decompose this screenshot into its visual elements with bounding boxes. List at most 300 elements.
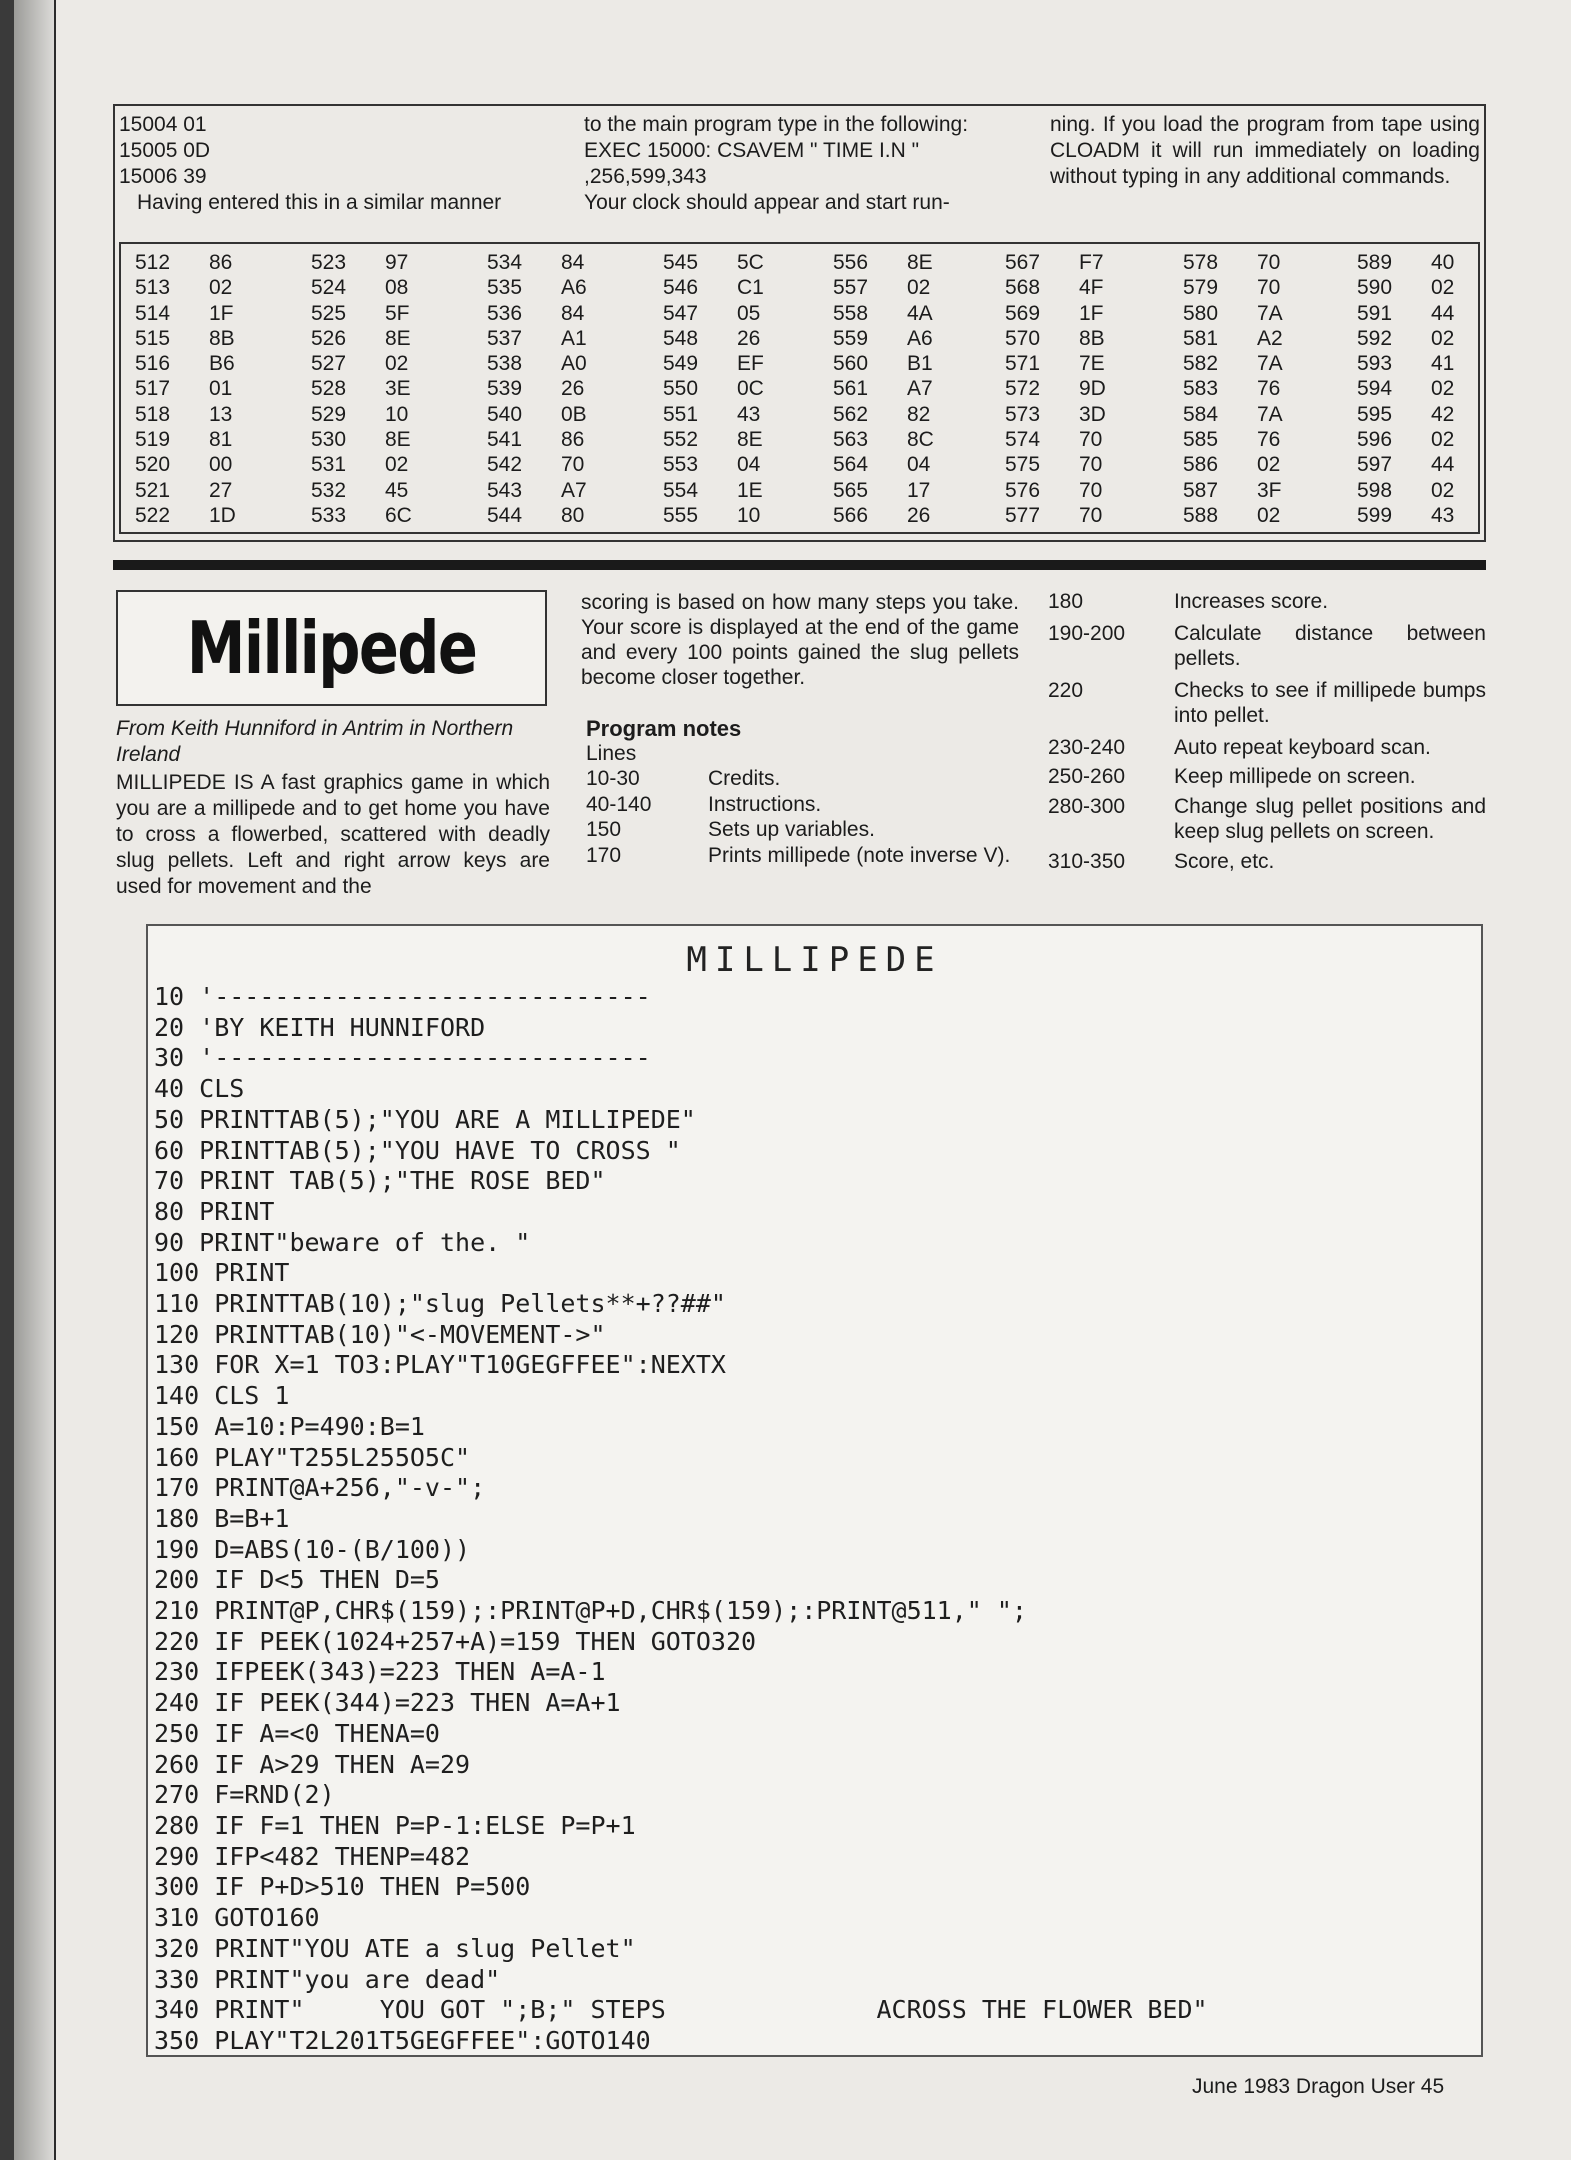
hex-value: 02: [209, 276, 233, 300]
hex-value: 44: [1431, 453, 1455, 477]
hex-row: [663, 250, 787, 275]
hex-address: 549: [663, 352, 699, 376]
hex-address: 544: [487, 503, 523, 527]
hex-row: [1183, 478, 1307, 503]
listing-line: 10 '-----------------------------: [154, 982, 651, 1011]
listing-line: 120 PRINTTAB(10)"<-MOVEMENT->": [154, 1319, 606, 1349]
hex-value: 70: [1079, 453, 1103, 477]
note-lines: 230-240: [1048, 735, 1126, 759]
listing-line: 160 PLAY"T255L255O5C": [154, 1442, 471, 1472]
hex-address: 598: [1357, 478, 1393, 502]
hex-address: 528: [311, 377, 347, 401]
listing-line: 70 PRINT TAB(5);"THE ROSE BED": [154, 1166, 606, 1196]
hex-row: [1005, 301, 1129, 326]
hex-address: 599: [1357, 503, 1393, 527]
hex-address: 563: [833, 428, 869, 452]
hex-address: 588: [1183, 503, 1219, 527]
hex-address: 523: [311, 251, 347, 274]
hex-row: [833, 301, 957, 326]
hex-row: [311, 478, 435, 503]
hex-value: 41: [1431, 352, 1455, 376]
hex-row: [1357, 326, 1481, 351]
hex-address: 516: [135, 352, 171, 376]
hex-row: [833, 427, 957, 452]
program-note: [1048, 589, 1486, 615]
hex-row: [1183, 452, 1307, 477]
hex-value: 80: [561, 503, 585, 527]
hex-row: [663, 275, 787, 300]
intro-line: to the main program type in the following:: [584, 113, 969, 136]
hex-value: 01: [209, 377, 233, 401]
hex-address: 570: [1005, 326, 1041, 350]
hex-row: [833, 452, 957, 477]
hex-address: 580: [1183, 301, 1219, 325]
hex-value: 76: [1257, 428, 1281, 452]
hex-value: 43: [737, 402, 761, 426]
listing-line: 290 IFP<482 THENP=482: [154, 1841, 471, 1871]
hex-value: 02: [1431, 326, 1455, 350]
hex-column: [135, 250, 259, 528]
hex-row: [663, 427, 787, 452]
hex-address: 543: [487, 478, 523, 502]
hex-address: 566: [833, 503, 869, 527]
listing-line: 300 IF P+D>510 THEN P=500: [154, 1872, 531, 1902]
hex-value: 10: [737, 503, 761, 527]
hex-address: 569: [1005, 301, 1041, 325]
hex-row: [663, 326, 787, 351]
hex-value: 44: [1431, 301, 1455, 325]
hex-address: 524: [311, 276, 347, 300]
hex-value: 02: [1431, 478, 1455, 502]
hex-address: 518: [135, 402, 171, 426]
hex-row: [487, 503, 611, 528]
hex-row: [1357, 478, 1481, 503]
note-desc: Checks to see if millipede bumps into pellet.: [1174, 678, 1486, 727]
hex-value: 26: [907, 503, 931, 527]
listing-line: 260 IF A>29 THEN A=29: [154, 1749, 471, 1779]
hex-row: [487, 402, 611, 427]
hex-address: 538: [487, 352, 523, 376]
hex-value: 70: [1079, 428, 1103, 452]
listing-line: 220 IF PEEK(1024+257+A)=159 THEN GOTO320: [154, 1626, 757, 1656]
note-lines: 190-200: [1048, 621, 1126, 645]
program-notes-subheading: Lines: [586, 742, 637, 765]
hex-value: 00: [209, 453, 233, 477]
hex-value: 81: [209, 428, 233, 452]
hex-row: [1183, 402, 1307, 427]
hex-address: 556: [833, 251, 869, 274]
hex-address: 521: [135, 478, 171, 502]
hex-row: [1005, 376, 1129, 401]
hex-address: 579: [1183, 276, 1219, 300]
hex-address: 582: [1183, 352, 1219, 376]
hex-address: 564: [833, 453, 869, 477]
hex-row: [311, 402, 435, 427]
hex-row: [487, 376, 611, 401]
listing-line: 60 PRINTTAB(5);"YOU HAVE TO CROSS ": [154, 1135, 681, 1165]
hex-value: 02: [1431, 377, 1455, 401]
hex-value: A7: [561, 478, 587, 502]
hex-value: 76: [1257, 377, 1281, 401]
note-desc: Sets up variables.: [708, 818, 875, 841]
hex-address: 534: [487, 251, 523, 274]
intro-line: Having entered this in a similar manner: [137, 191, 502, 214]
hex-row: [311, 326, 435, 351]
hex-value: 26: [737, 326, 761, 350]
hex-row: [1183, 301, 1307, 326]
hex-value: 6C: [385, 503, 412, 527]
hex-value: 3D: [1079, 402, 1106, 426]
hex-address: 584: [1183, 402, 1219, 426]
hex-row: [487, 452, 611, 477]
hex-address: 568: [1005, 276, 1041, 300]
hex-address: 553: [663, 453, 699, 477]
listing-line: 40 CLS: [154, 1074, 245, 1104]
article-title-box: [116, 590, 547, 706]
program-note: [1048, 849, 1486, 875]
article-body-1: MILLIPEDE IS A fast graphics game in which you are a millipede and to get home you have to cross a flowerbed, scattered with deadly slug pellets. Left and right arrow keys are used for movement and the: [116, 771, 550, 898]
intro-line: EXEC 15000: CSAVEM " TIME I.N ": [584, 139, 920, 162]
hex-row: [663, 503, 787, 528]
hex-address: 548: [663, 326, 699, 350]
hex-value: 40: [1431, 251, 1455, 274]
listing-line: 330 PRINT"you are dead": [154, 1964, 501, 1994]
hex-address: 540: [487, 402, 523, 426]
hex-address: 586: [1183, 453, 1219, 477]
hex-row: [135, 503, 259, 528]
intro-line: 15004 01: [119, 113, 207, 136]
listing-line: 180 B=B+1: [154, 1503, 290, 1533]
hex-row: [1005, 351, 1129, 376]
hex-row: [833, 326, 957, 351]
hex-address: 552: [663, 428, 699, 452]
hex-value: A0: [561, 352, 587, 376]
hex-value: 42: [1431, 402, 1455, 426]
hex-row: [833, 275, 957, 300]
hex-row: [1183, 275, 1307, 300]
hex-value: 4A: [907, 301, 933, 325]
hex-row: [135, 250, 259, 275]
hex-data-table: [119, 242, 1480, 534]
program-listing: [154, 982, 1208, 2057]
hex-row: [135, 376, 259, 401]
note-lines: 10-30: [586, 767, 640, 790]
hex-value: 27: [209, 478, 233, 502]
hex-column: [663, 250, 787, 528]
hex-column: [311, 250, 435, 528]
hex-address: 514: [135, 301, 171, 325]
hex-address: 529: [311, 402, 347, 426]
listing-line: 250 IF A=<0 THENA=0: [154, 1718, 440, 1748]
hex-value: 0B: [561, 402, 587, 426]
hex-value: 70: [1079, 503, 1103, 527]
hex-address: 576: [1005, 478, 1041, 502]
hex-address: 547: [663, 301, 699, 325]
hex-row: [833, 250, 957, 275]
hex-row: [1005, 275, 1129, 300]
listing-line: 80 PRINT: [154, 1196, 275, 1226]
hex-row: [311, 503, 435, 528]
hex-row: [833, 503, 957, 528]
hex-address: 542: [487, 453, 523, 477]
hex-row: [1357, 301, 1481, 326]
hex-value: 97: [385, 251, 409, 274]
hex-row: [833, 351, 957, 376]
program-note: [1048, 794, 1486, 845]
note-desc: Change slug pellet positions and keep slug pellets on screen.: [1174, 794, 1486, 843]
hex-row: [1005, 326, 1129, 351]
program-note: [1048, 678, 1486, 729]
hex-row: [135, 301, 259, 326]
hex-value: C1: [737, 276, 764, 300]
hex-row: [1357, 503, 1481, 528]
hex-address: 567: [1005, 251, 1041, 274]
hex-row: [487, 478, 611, 503]
hex-row: [1005, 402, 1129, 427]
note-lines: 180: [1048, 590, 1084, 613]
hex-address: 593: [1357, 352, 1393, 376]
hex-value: A7: [907, 377, 933, 401]
listing-line: 190 D=ABS(10-(B/100)): [154, 1534, 471, 1564]
hex-value: 70: [1257, 251, 1281, 274]
hex-value: 8C: [907, 428, 934, 452]
hex-address: 515: [135, 326, 171, 350]
hex-row: [487, 275, 611, 300]
program-note: [586, 843, 1018, 869]
hex-row: [135, 326, 259, 351]
clock-article-box: [113, 104, 1486, 542]
program-notes-heading: Program notes: [586, 716, 742, 741]
hex-value: 8E: [907, 251, 933, 274]
hex-value: 70: [561, 453, 585, 477]
hex-address: 587: [1183, 478, 1219, 502]
listing-line: 270 F=RND(2): [154, 1780, 335, 1810]
note-lines: 280-300: [1048, 794, 1126, 818]
listing-line: 240 IF PEEK(344)=223 THEN A=A+1: [154, 1688, 621, 1718]
hex-address: 546: [663, 276, 699, 300]
hex-value: 02: [1431, 428, 1455, 452]
hex-value: 70: [1079, 478, 1103, 502]
hex-value: A1: [561, 326, 587, 350]
hex-value: 86: [209, 251, 233, 274]
hex-row: [663, 452, 787, 477]
hex-row: [487, 326, 611, 351]
hex-row: [1357, 402, 1481, 427]
hex-address: 533: [311, 503, 347, 527]
article-body-2: scoring is based on how many steps you take. Your score is displayed at the end of the game and every 100 points gained the slug pellets become closer together.: [581, 591, 1019, 689]
listing-line: 320 PRINT"YOU ATE a slug Pellet": [154, 1933, 636, 1963]
listing-title: MILLIPEDE: [686, 940, 943, 980]
hex-row: [1357, 250, 1481, 275]
hex-value: 1E: [737, 478, 763, 502]
hex-address: 526: [311, 326, 347, 350]
hex-row: [311, 301, 435, 326]
hex-address: 536: [487, 301, 523, 325]
hex-row: [311, 351, 435, 376]
hex-address: 555: [663, 503, 699, 527]
hex-address: 539: [487, 377, 523, 401]
hex-address: 519: [135, 428, 171, 452]
hex-address: 583: [1183, 377, 1219, 401]
hex-address: 531: [311, 453, 347, 477]
hex-row: [663, 478, 787, 503]
listing-line: 280 IF F=1 THEN P=P-1:ELSE P=P+1: [154, 1810, 636, 1840]
hex-address: 589: [1357, 251, 1393, 274]
binding-edge: [0, 0, 14, 2160]
listing-line: 170 PRINT@A+256,"-v-";: [154, 1473, 486, 1503]
hex-address: 573: [1005, 402, 1041, 426]
hex-row: [311, 275, 435, 300]
hex-value: B1: [907, 352, 933, 376]
hex-row: [311, 250, 435, 275]
hex-value: 7A: [1257, 301, 1283, 325]
note-lines: 40-140: [586, 792, 652, 816]
article-title: Millipede: [186, 606, 477, 690]
hex-value: 02: [1257, 503, 1281, 527]
hex-column: [1005, 250, 1129, 528]
hex-row: [135, 402, 259, 427]
hex-row: [135, 452, 259, 477]
hex-value: A6: [907, 326, 933, 350]
hex-row: [663, 376, 787, 401]
hex-address: 535: [487, 276, 523, 300]
listing-line: 110 PRINTTAB(10);"slug Pellets**+??##": [154, 1289, 726, 1319]
listing-line: 50 PRINTTAB(5);"YOU ARE A MILLIPEDE": [154, 1104, 696, 1134]
hex-address: 585: [1183, 428, 1219, 452]
hex-row: [663, 402, 787, 427]
hex-address: 530: [311, 428, 347, 452]
hex-value: 1D: [209, 503, 236, 527]
hex-row: [1005, 452, 1129, 477]
hex-value: B6: [209, 352, 235, 376]
hex-value: 02: [385, 453, 409, 477]
hex-value: 3E: [385, 377, 411, 401]
binding-shadow: [14, 0, 54, 2160]
note-lines: 150: [586, 818, 622, 841]
hex-value: 7A: [1257, 402, 1283, 426]
hex-address: 596: [1357, 428, 1393, 452]
listing-line: 150 A=10:P=490:B=1: [154, 1411, 425, 1441]
page-edge-line: [54, 0, 56, 2160]
hex-value: 8E: [385, 428, 411, 452]
hex-row: [663, 351, 787, 376]
hex-row: [833, 402, 957, 427]
hex-row: [487, 301, 611, 326]
hex-value: F7: [1079, 251, 1104, 274]
hex-address: 517: [135, 377, 171, 401]
hex-address: 594: [1357, 377, 1393, 401]
hex-row: [135, 275, 259, 300]
hex-address: 561: [833, 377, 869, 401]
hex-address: 551: [663, 402, 699, 426]
hex-address: 577: [1005, 503, 1041, 527]
hex-row: [1357, 351, 1481, 376]
hex-value: 86: [561, 428, 585, 452]
hex-address: 592: [1357, 326, 1393, 350]
note-desc: Instructions.: [708, 792, 822, 816]
hex-row: [1357, 275, 1481, 300]
hex-value: A6: [561, 276, 587, 300]
intro-line: 15005 0D: [119, 139, 211, 162]
hex-value: 43: [1431, 503, 1455, 527]
hex-address: 520: [135, 453, 171, 477]
hex-address: 562: [833, 402, 869, 426]
hex-row: [1183, 376, 1307, 401]
hex-value: 8E: [737, 428, 763, 452]
hex-address: 578: [1183, 251, 1219, 274]
program-note: [1048, 735, 1486, 761]
listing-line: 130 FOR X=1 TO3:PLAY"T10GEGFFEE":NEXTX: [154, 1350, 726, 1380]
hex-address: 550: [663, 377, 699, 401]
program-listing-box: [146, 924, 1483, 2057]
hex-address: 581: [1183, 326, 1219, 350]
hex-address: 565: [833, 478, 869, 502]
hex-address: 537: [487, 326, 523, 350]
page-footer: June 1983 Dragon User 45: [1192, 2075, 1445, 2098]
program-note: [586, 766, 1018, 792]
hex-row: [1183, 250, 1307, 275]
intro-column-1: [119, 112, 564, 216]
hex-address: 597: [1357, 453, 1393, 477]
program-note: [1048, 621, 1486, 672]
hex-value: 8B: [1079, 326, 1105, 350]
program-note: [1048, 764, 1486, 790]
hex-row: [487, 250, 611, 275]
hex-address: 558: [833, 301, 869, 325]
hex-row: [1183, 351, 1307, 376]
listing-line: 210 PRINT@P,CHR$(159);:PRINT@P+D,CHR$(159);:PRINT@511," ";: [154, 1596, 1027, 1626]
hex-column: [833, 250, 957, 528]
note-desc: Keep millipede on screen.: [1174, 765, 1416, 788]
hex-address: 541: [487, 428, 523, 452]
hex-row: [311, 376, 435, 401]
intro-column-2: [584, 112, 1029, 216]
hex-row: [833, 376, 957, 401]
hex-value: 04: [737, 453, 761, 477]
note-lines: 310-350: [1048, 849, 1126, 873]
hex-value: EF: [737, 352, 764, 376]
note-desc: Auto repeat keyboard scan.: [1174, 735, 1431, 759]
hex-value: 0C: [737, 377, 764, 401]
hex-row: [135, 478, 259, 503]
hex-value: 70: [1257, 276, 1281, 300]
hex-address: 525: [311, 301, 347, 325]
hex-column: [487, 250, 611, 528]
hex-row: [663, 301, 787, 326]
hex-address: 513: [135, 276, 171, 300]
section-divider: [113, 560, 1486, 570]
listing-line: 100 PRINT: [154, 1258, 290, 1288]
hex-value: 84: [561, 251, 585, 274]
hex-address: 575: [1005, 453, 1041, 477]
hex-value: 1F: [1079, 301, 1104, 325]
hex-address: 590: [1357, 276, 1393, 300]
listing-line: 350 PLAY"T2L201T5GEGFFEE":GOTO140: [154, 2025, 651, 2055]
hex-value: 7A: [1257, 352, 1283, 376]
author-credit: From Keith Hunniford in Antrim in Northern Ireland: [116, 717, 514, 766]
note-desc: Increases score.: [1174, 590, 1329, 613]
hex-value: 02: [907, 276, 931, 300]
hex-address: 560: [833, 352, 869, 376]
hex-column: [1183, 250, 1307, 528]
hex-address: 545: [663, 251, 699, 274]
listing-line: 340 PRINT" YOU GOT ";B;" STEPS ACROSS THE FLOWER BED": [154, 1995, 1208, 2025]
hex-value: 8E: [385, 326, 411, 350]
hex-column: [1357, 250, 1481, 528]
intro-line: Your clock should appear and start run-: [584, 191, 950, 214]
hex-row: [311, 452, 435, 477]
hex-value: 26: [561, 377, 585, 401]
